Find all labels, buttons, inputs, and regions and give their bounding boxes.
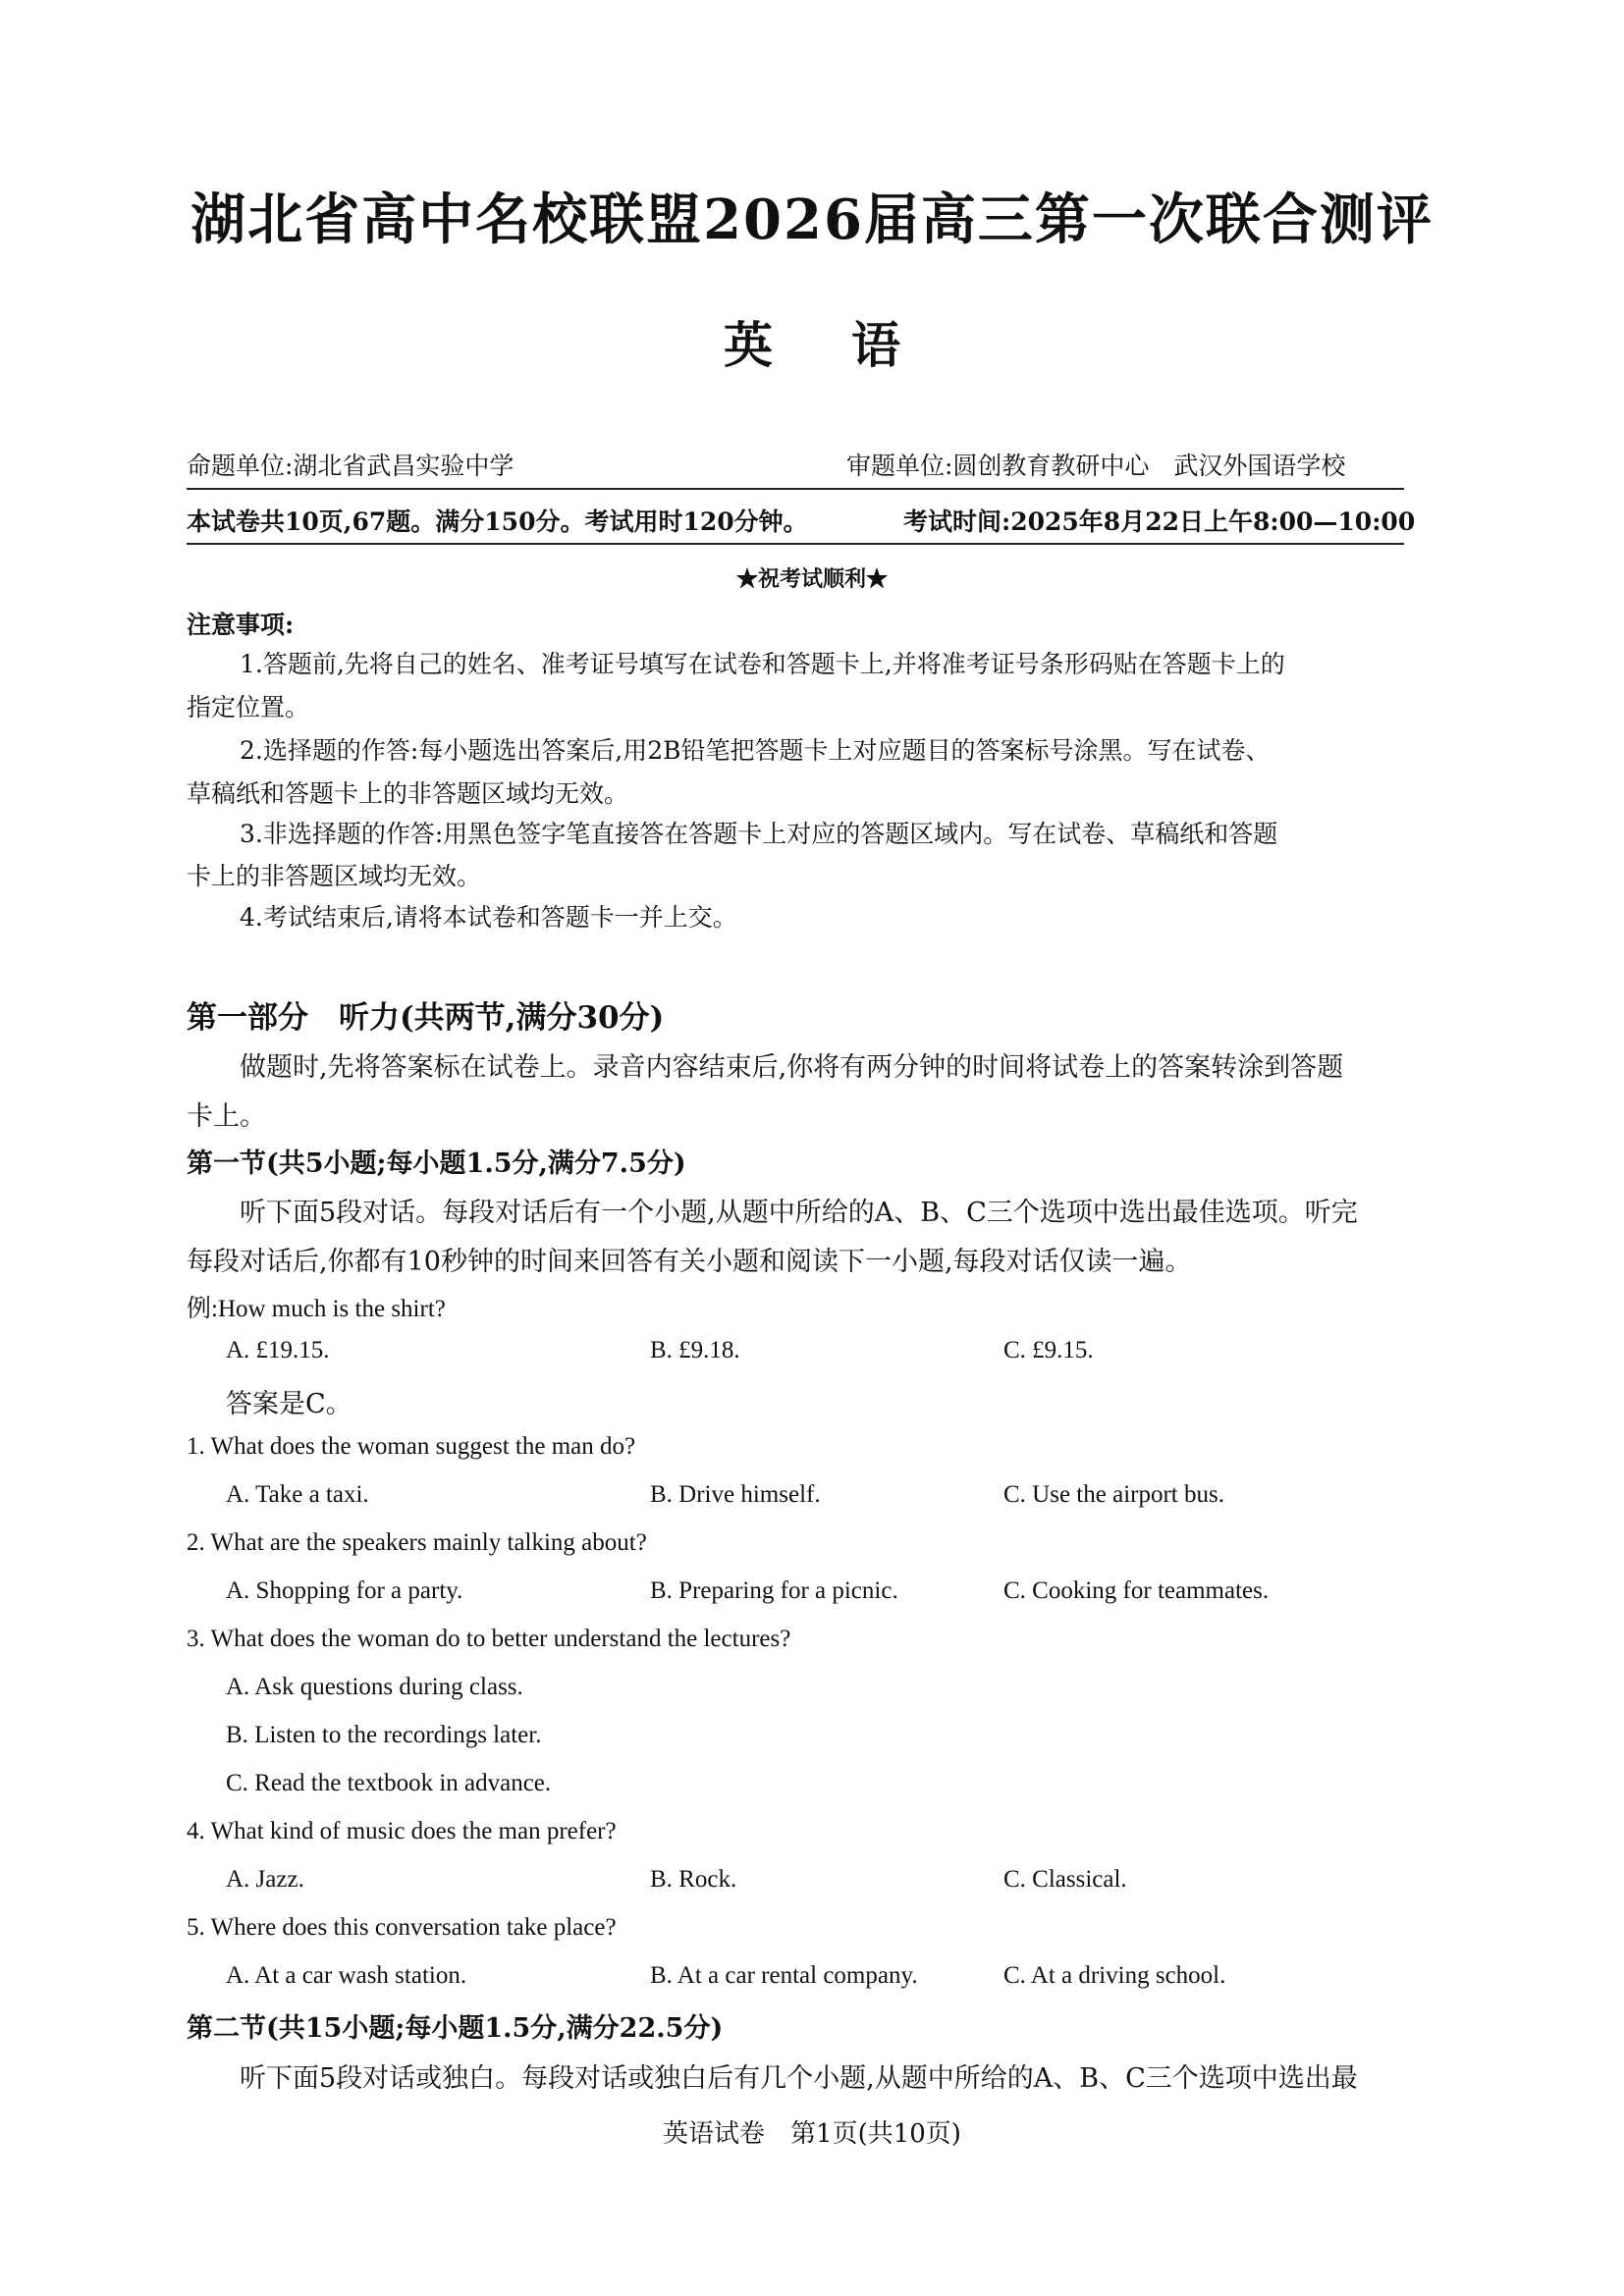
notice-heading: 注意事项:	[187, 611, 295, 639]
header-divider	[187, 488, 1404, 490]
notice-line: 1.答题前,先将自己的姓名、准考证号填写在试卷和答题卡上,并将准考证号条形码贴在答题卡上的	[240, 650, 1285, 678]
notice-line: 4.考试结束后,请将本试卷和答题卡一并上交。	[240, 903, 737, 932]
question: 3. What does the woman do to better understand the lectures?	[187, 1626, 791, 1652]
question: 1. What does the woman suggest the man do?	[187, 1433, 636, 1460]
option: C. At a driving school.	[1003, 1962, 1226, 1989]
option: B. Preparing for a picnic.	[650, 1577, 898, 1604]
option: A. Shopping for a party.	[226, 1577, 463, 1604]
example-option: B. £9.18.	[650, 1337, 740, 1363]
section1-intro: 每段对话后,你都有10秒钟的时间来回答有关小题和阅读下一小题,每段对话仅读一遍。	[187, 1247, 1192, 1277]
reviewer-unit: 审题单位:圆创教育教研中心 武汉外国语学校	[846, 452, 1346, 480]
option: A. Take a taxi.	[226, 1481, 369, 1508]
section1-heading: 第一节(共5小题;每小题1.5分,满分7.5分)	[187, 1148, 686, 1179]
question: 4. What kind of music does the man prefer?	[187, 1818, 617, 1844]
option: A. At a car wash station.	[226, 1962, 467, 1989]
option: A. Jazz.	[226, 1866, 304, 1893]
good-luck-banner: ★祝考试顺利★	[735, 566, 888, 592]
notice-line: 草稿纸和答题卡上的非答题区域均无效。	[187, 779, 629, 808]
section1-intro: 听下面5段对话。每段对话后有一个小题,从题中所给的A、B、C三个选项中选出最佳选项。听完	[240, 1198, 1358, 1228]
subject-title: 英语	[724, 316, 979, 374]
page-footer: 英语试卷 第1页(共10页)	[663, 2119, 961, 2149]
section2-intro: 听下面5段对话或独白。每段对话或独白后有几个小题,从题中所给的A、B、C三个选项中选出最	[240, 2063, 1358, 2094]
notice-line: 3.非选择题的作答:用黑色签字笔直接答在答题卡上对应的答题区域内。写在试卷、草稿纸和答题	[240, 820, 1278, 848]
example-option: C. £9.15.	[1003, 1337, 1094, 1363]
exam-time: 考试时间:2025年8月22日上午8:00—10:00	[903, 507, 1416, 536]
setter-unit: 命题单位:湖北省武昌实验中学	[187, 452, 514, 480]
option: C. Use the airport bus.	[1003, 1481, 1224, 1508]
part1-intro: 做题时,先将答案标在试卷上。录音内容结束后,你将有两分钟的时间将试卷上的答案转涂到答题	[240, 1052, 1344, 1083]
paper-info: 本试卷共10页,67题。满分150分。考试用时120分钟。	[187, 507, 808, 536]
option: C. Read the textbook in advance.	[226, 1770, 552, 1796]
question: 2. What are the speakers mainly talking about?	[187, 1529, 647, 1556]
example-option: A. £19.15.	[226, 1337, 330, 1363]
section2-heading: 第二节(共15小题;每小题1.5分,满分22.5分)	[187, 2013, 724, 2044]
option: B. Rock.	[650, 1866, 737, 1893]
part1-intro: 卡上。	[187, 1101, 266, 1132]
option: B. At a car rental company.	[650, 1962, 918, 1989]
option: A. Ask questions during class.	[226, 1674, 523, 1700]
example-question: 例:How much is the shirt?	[187, 1296, 446, 1322]
notice-line: 指定位置。	[187, 693, 310, 721]
option: C. Classical.	[1003, 1866, 1127, 1893]
info-divider	[187, 543, 1404, 545]
example-answer: 答案是C。	[226, 1389, 352, 1419]
notice-line: 卡上的非答题区域均无效。	[187, 862, 482, 890]
exam-title: 湖北省高中名校联盟2026届高三第一次联合测评	[190, 187, 1434, 252]
option: B. Listen to the recordings later.	[226, 1722, 542, 1748]
option: C. Cooking for teammates.	[1003, 1577, 1270, 1604]
notice-line: 2.选择题的作答:每小题选出答案后,用2B铅笔把答题卡上对应题目的答案标号涂黑。写在试卷、	[240, 736, 1271, 765]
part1-heading: 第一部分 听力(共两节,满分30分)	[187, 1000, 665, 1036]
option: B. Drive himself.	[650, 1481, 821, 1508]
question: 5. Where does this conversation take place?	[187, 1914, 617, 1941]
